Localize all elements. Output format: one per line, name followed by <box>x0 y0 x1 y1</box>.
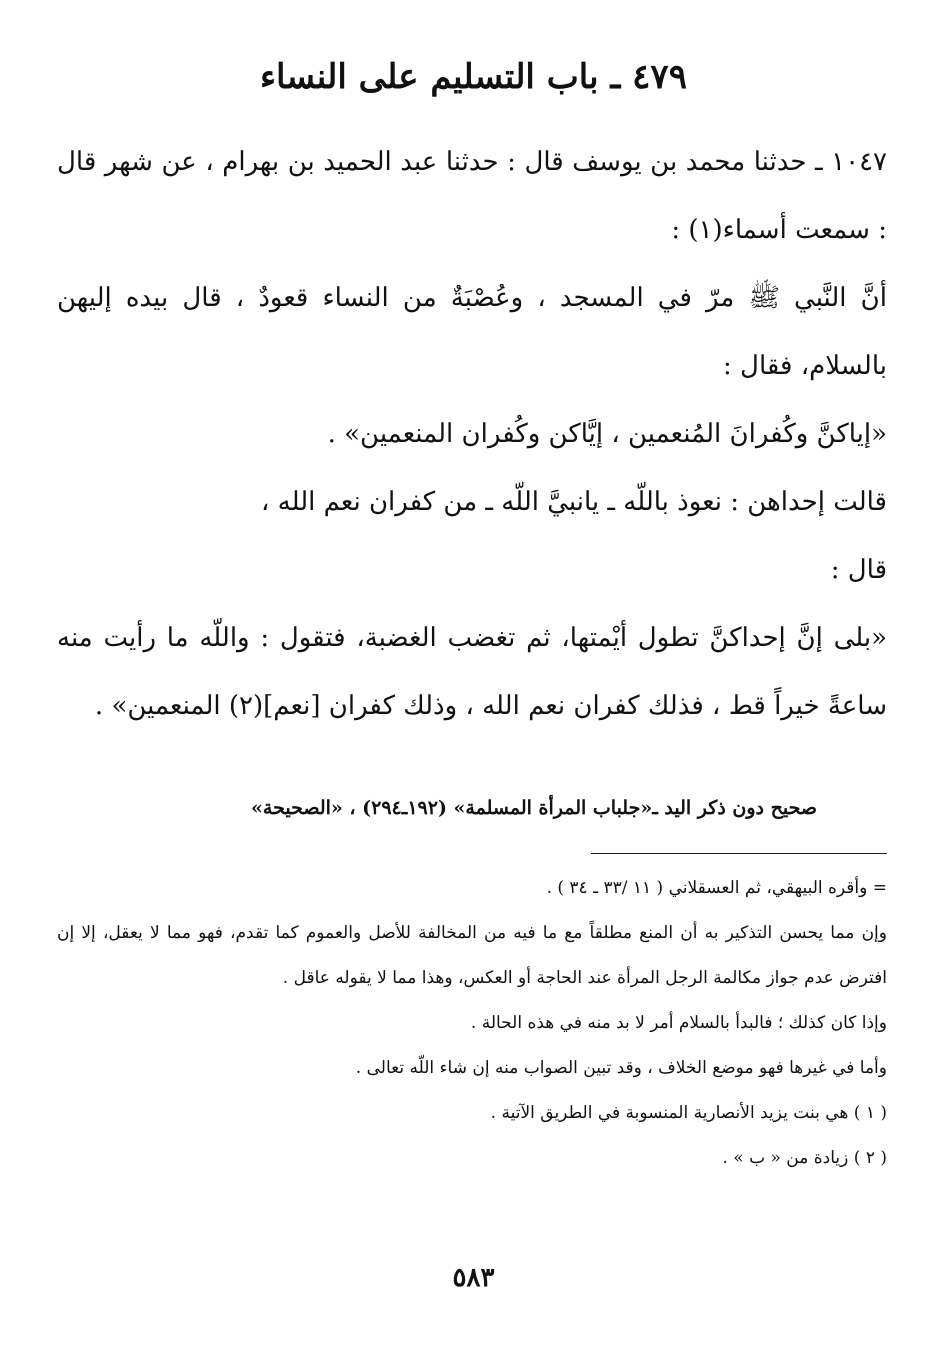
hadith-quote-1: «إياكنَّ وكُفرانَ المُنعمين ، إيَّاكن وكُفران المنعمين» . <box>327 419 887 449</box>
footnotes <box>57 866 887 1181</box>
hadith-narration-3: قال : <box>830 555 887 585</box>
footnote-continuation-2: وإن مما يحسن التذكير به أن المنع مطلقاً مع ما فيه من المخالفة للأصل والعموم كما تقدم، فهو مما لا يعقل، إلا إن افترض عدم جواز مكالمة الرجل المرأة عند الحاجة أو العكس، وهذا مما لا يقوله عاقل . <box>57 923 887 988</box>
footnote-1: ( ١ ) هي بنت يزيد الأنصارية المنسوبة في الطريق الآتية . <box>490 1103 887 1123</box>
hadith-body <box>57 128 887 740</box>
hadith-isnad: ١٠٤٧ ـ حدثنا محمد بن يوسف قال : حدثنا عبد الحميد بن بهرام ، عن شهر قال : سمعت أسماء(١) : <box>57 147 887 245</box>
chapter-title: ٤٧٩ ـ باب التسليم على النساء <box>260 57 687 97</box>
footnote-continuation-1: = وأقره البيهقي، ثم العسقلاني ( ١١ /٣٣ ـ ٣٤ ) . <box>546 878 887 898</box>
hadith-narration-2: قالت إحداهن : نعوذ باللّه ـ يانبيَّ اللّه ـ من كفران نعم الله ، <box>260 487 887 517</box>
page-number: ٥٨٣ <box>452 1263 495 1293</box>
hadith-quote-2: «بلى إنَّ إحداكنَّ تطول أيْمتها، ثم تغضب الغضبة، فتقول : واللّه ما رأيت منه ساعةً خيراً قط ، فذلك كفران نعم الله ، وذلك كفران [نعم](٢) المنعمين» . <box>57 623 887 721</box>
hadith-narration-1: أنَّ النَّبي ﷺ مرّ في المسجد ، وعُصْبَةٌ من النساء قعودٌ ، قال بيده إليهن بالسلام، فقال : <box>57 283 887 381</box>
footnote-2: ( ٢ ) زيادة من « ب » . <box>722 1148 887 1168</box>
hadith-grading: صحيح دون ذكر اليد ـ«جلباب المرأة المسلمة» (١٩٢ـ٢٩٤) ، «الصحيحة» <box>251 797 817 819</box>
footnote-continuation-3: وإذا كان كذلك ؛ فالبدأ بالسلام أمر لا بد منه في هذه الحالة . <box>470 1013 887 1033</box>
footnote-continuation-4: وأما في غيرها فهو موضع الخلاف ، وقد تبين الصواب منه إن شاء اللّه تعالى . <box>355 1058 887 1078</box>
footnote-divider <box>591 853 887 854</box>
